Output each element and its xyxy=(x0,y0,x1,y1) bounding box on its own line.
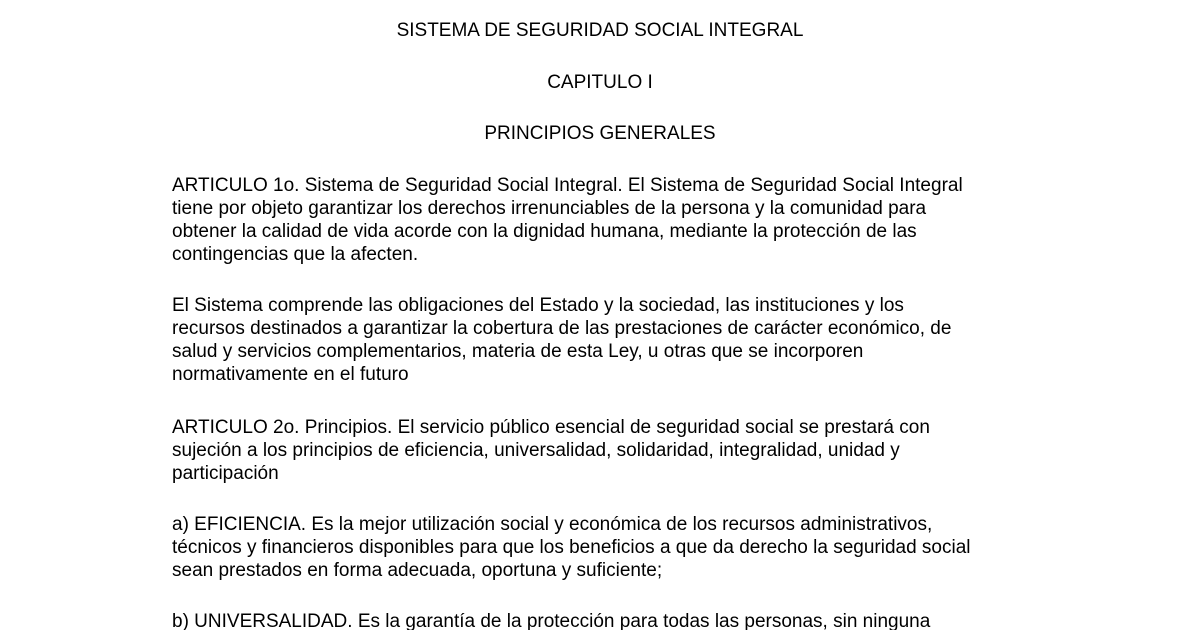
paragraph-article-2 xyxy=(172,416,1052,485)
paragraph-line: recursos destinados a garantizar la cobertura de las prestaciones de carácter económico, de xyxy=(172,318,952,339)
paragraph-line: a) EFICIENCIA. Es la mejor utilización social y económica de los recursos administrativos, xyxy=(172,514,933,535)
paragraph-line: técnicos y financieros disponibles para que los beneficios a que da derecho la seguridad social xyxy=(172,537,971,558)
paragraph-line: b) UNIVERSALIDAD. Es la garantía de la protección para todas las personas, sin ninguna xyxy=(172,611,931,630)
paragraph-line: ARTICULO 1o. Sistema de Seguridad Social Integral. El Sistema de Seguridad Social Integral xyxy=(172,175,963,196)
paragraph-line: El Sistema comprende las obligaciones del Estado y la sociedad, las instituciones y los xyxy=(172,295,904,316)
document-title: SISTEMA DE SEGURIDAD SOCIAL INTEGRAL xyxy=(396,20,804,41)
paragraph-line: sujeción a los principios de eficiencia, universalidad, solidaridad, integralidad, unidad y xyxy=(172,440,900,461)
chapter-heading: CAPITULO I xyxy=(547,72,653,93)
paragraph-line: contingencias que la afecten. xyxy=(172,244,419,265)
paragraph-article-1 xyxy=(172,174,1052,266)
paragraph-line: participación xyxy=(172,463,279,484)
paragraph-line: sean prestados en forma adecuada, oportuna y suficiente; xyxy=(172,560,663,581)
paragraph-line: obtener la calidad de vida acorde con la dignidad humana, mediante la protección de las xyxy=(172,221,917,242)
section-heading: PRINCIPIOS GENERALES xyxy=(484,123,716,144)
paragraph-line: normativamente en el futuro xyxy=(172,364,409,385)
paragraph-efficiency xyxy=(172,513,1052,582)
paragraph-line: tiene por objeto garantizar los derechos irrenunciables de la persona y la comunidad para xyxy=(172,198,927,219)
paragraph-line: ARTICULO 2o. Principios. El servicio público esencial de seguridad social se prestará con xyxy=(172,417,930,438)
paragraph-system-scope xyxy=(172,294,1052,386)
paragraph-line: salud y servicios complementarios, materia de esta Ley, u otras que se incorporen xyxy=(172,341,864,362)
paragraph-universality xyxy=(172,610,1052,630)
